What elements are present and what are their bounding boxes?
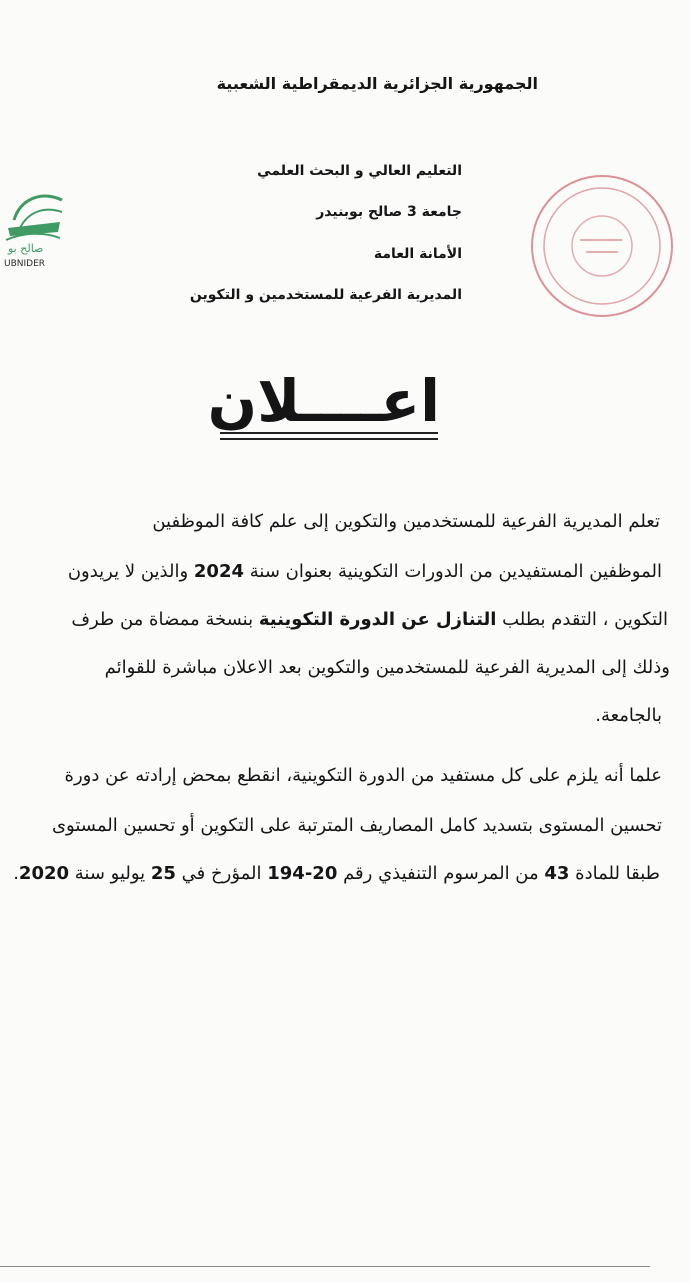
paragraph-2-line-2: تحسين المستوى بتسديد كامل المصاريف المترتبة على التكوين أو تحسين المستوى — [51, 815, 662, 836]
ministry-line: التعليم العالي و البحث العلمي — [257, 163, 462, 179]
p2-l3-end: . — [13, 863, 19, 884]
decree-day: 25 — [150, 863, 176, 884]
paragraph-1-line-2 — [68, 560, 662, 584]
paragraph-1-line-3 — [71, 608, 668, 632]
secretariat-line: الأمانة العامة — [373, 246, 462, 262]
university-logo — [0, 160, 62, 272]
paragraph-1-line-1: تعلم المديرية الفرعية للمستخدمين والتكوين إلى علم كافة الموظفين — [152, 511, 660, 532]
decree-number: 20-194 — [267, 863, 338, 884]
announcement-title: اعــــلان — [207, 367, 440, 435]
p2-l3-pre: طبقا للمادة — [569, 863, 660, 884]
subdirectorate-line: المديرية الفرعية للمستخدمين و التكوين — [189, 287, 462, 303]
paragraph-1-line-4: وذلك إلى المديرية الفرعية للمستخدمين والتكوين بعد الاعلان مباشرة للقوائم — [104, 657, 670, 678]
paragraph-2-line-3 — [13, 862, 660, 886]
paragraph-2-line-1: علما أنه يلزم على كل مستفيد من الدورة التكوينية، انقطع بمحض إرادته عن دورة — [64, 765, 662, 786]
official-stamp — [520, 170, 690, 330]
withdrawal-request: التنازل عن الدورة التكوينية — [258, 609, 497, 630]
p2-l3-mid2: المؤرخ في — [175, 863, 268, 884]
paragraph-1-line-5: بالجامعة. — [595, 705, 662, 726]
p1-l2-pre: الموظفين المستفيدين من الدورات التكوينية بعنوان سنة — [244, 561, 662, 582]
page-bottom-edge — [0, 1266, 650, 1267]
republic-header: الجمهورية الجزائرية الديمقراطية الشعبية — [216, 74, 538, 93]
university-line: جامعة 3 صالح بوبنيدر — [316, 204, 462, 220]
year-2024: 2024 — [193, 561, 245, 582]
p1-l3-post: بنسخة ممضاة من طرف — [71, 609, 259, 630]
logo-arabic-text: صالح بو — [8, 242, 44, 255]
p2-l3-mid: من المرسوم التنفيذي رقم — [337, 863, 545, 884]
title-underline-2 — [220, 438, 438, 440]
decree-year: 2020 — [18, 863, 70, 884]
p1-l3-pre: التكوين ، التقدم بطلب — [496, 609, 668, 630]
p1-l2-post: والذين لا يريدون — [67, 561, 194, 582]
p2-l3-mid3: يوليو سنة — [69, 863, 151, 884]
title-underline — [220, 432, 438, 434]
article-number: 43 — [544, 863, 570, 884]
logo-latin-text: UBNIDER — [4, 259, 46, 269]
